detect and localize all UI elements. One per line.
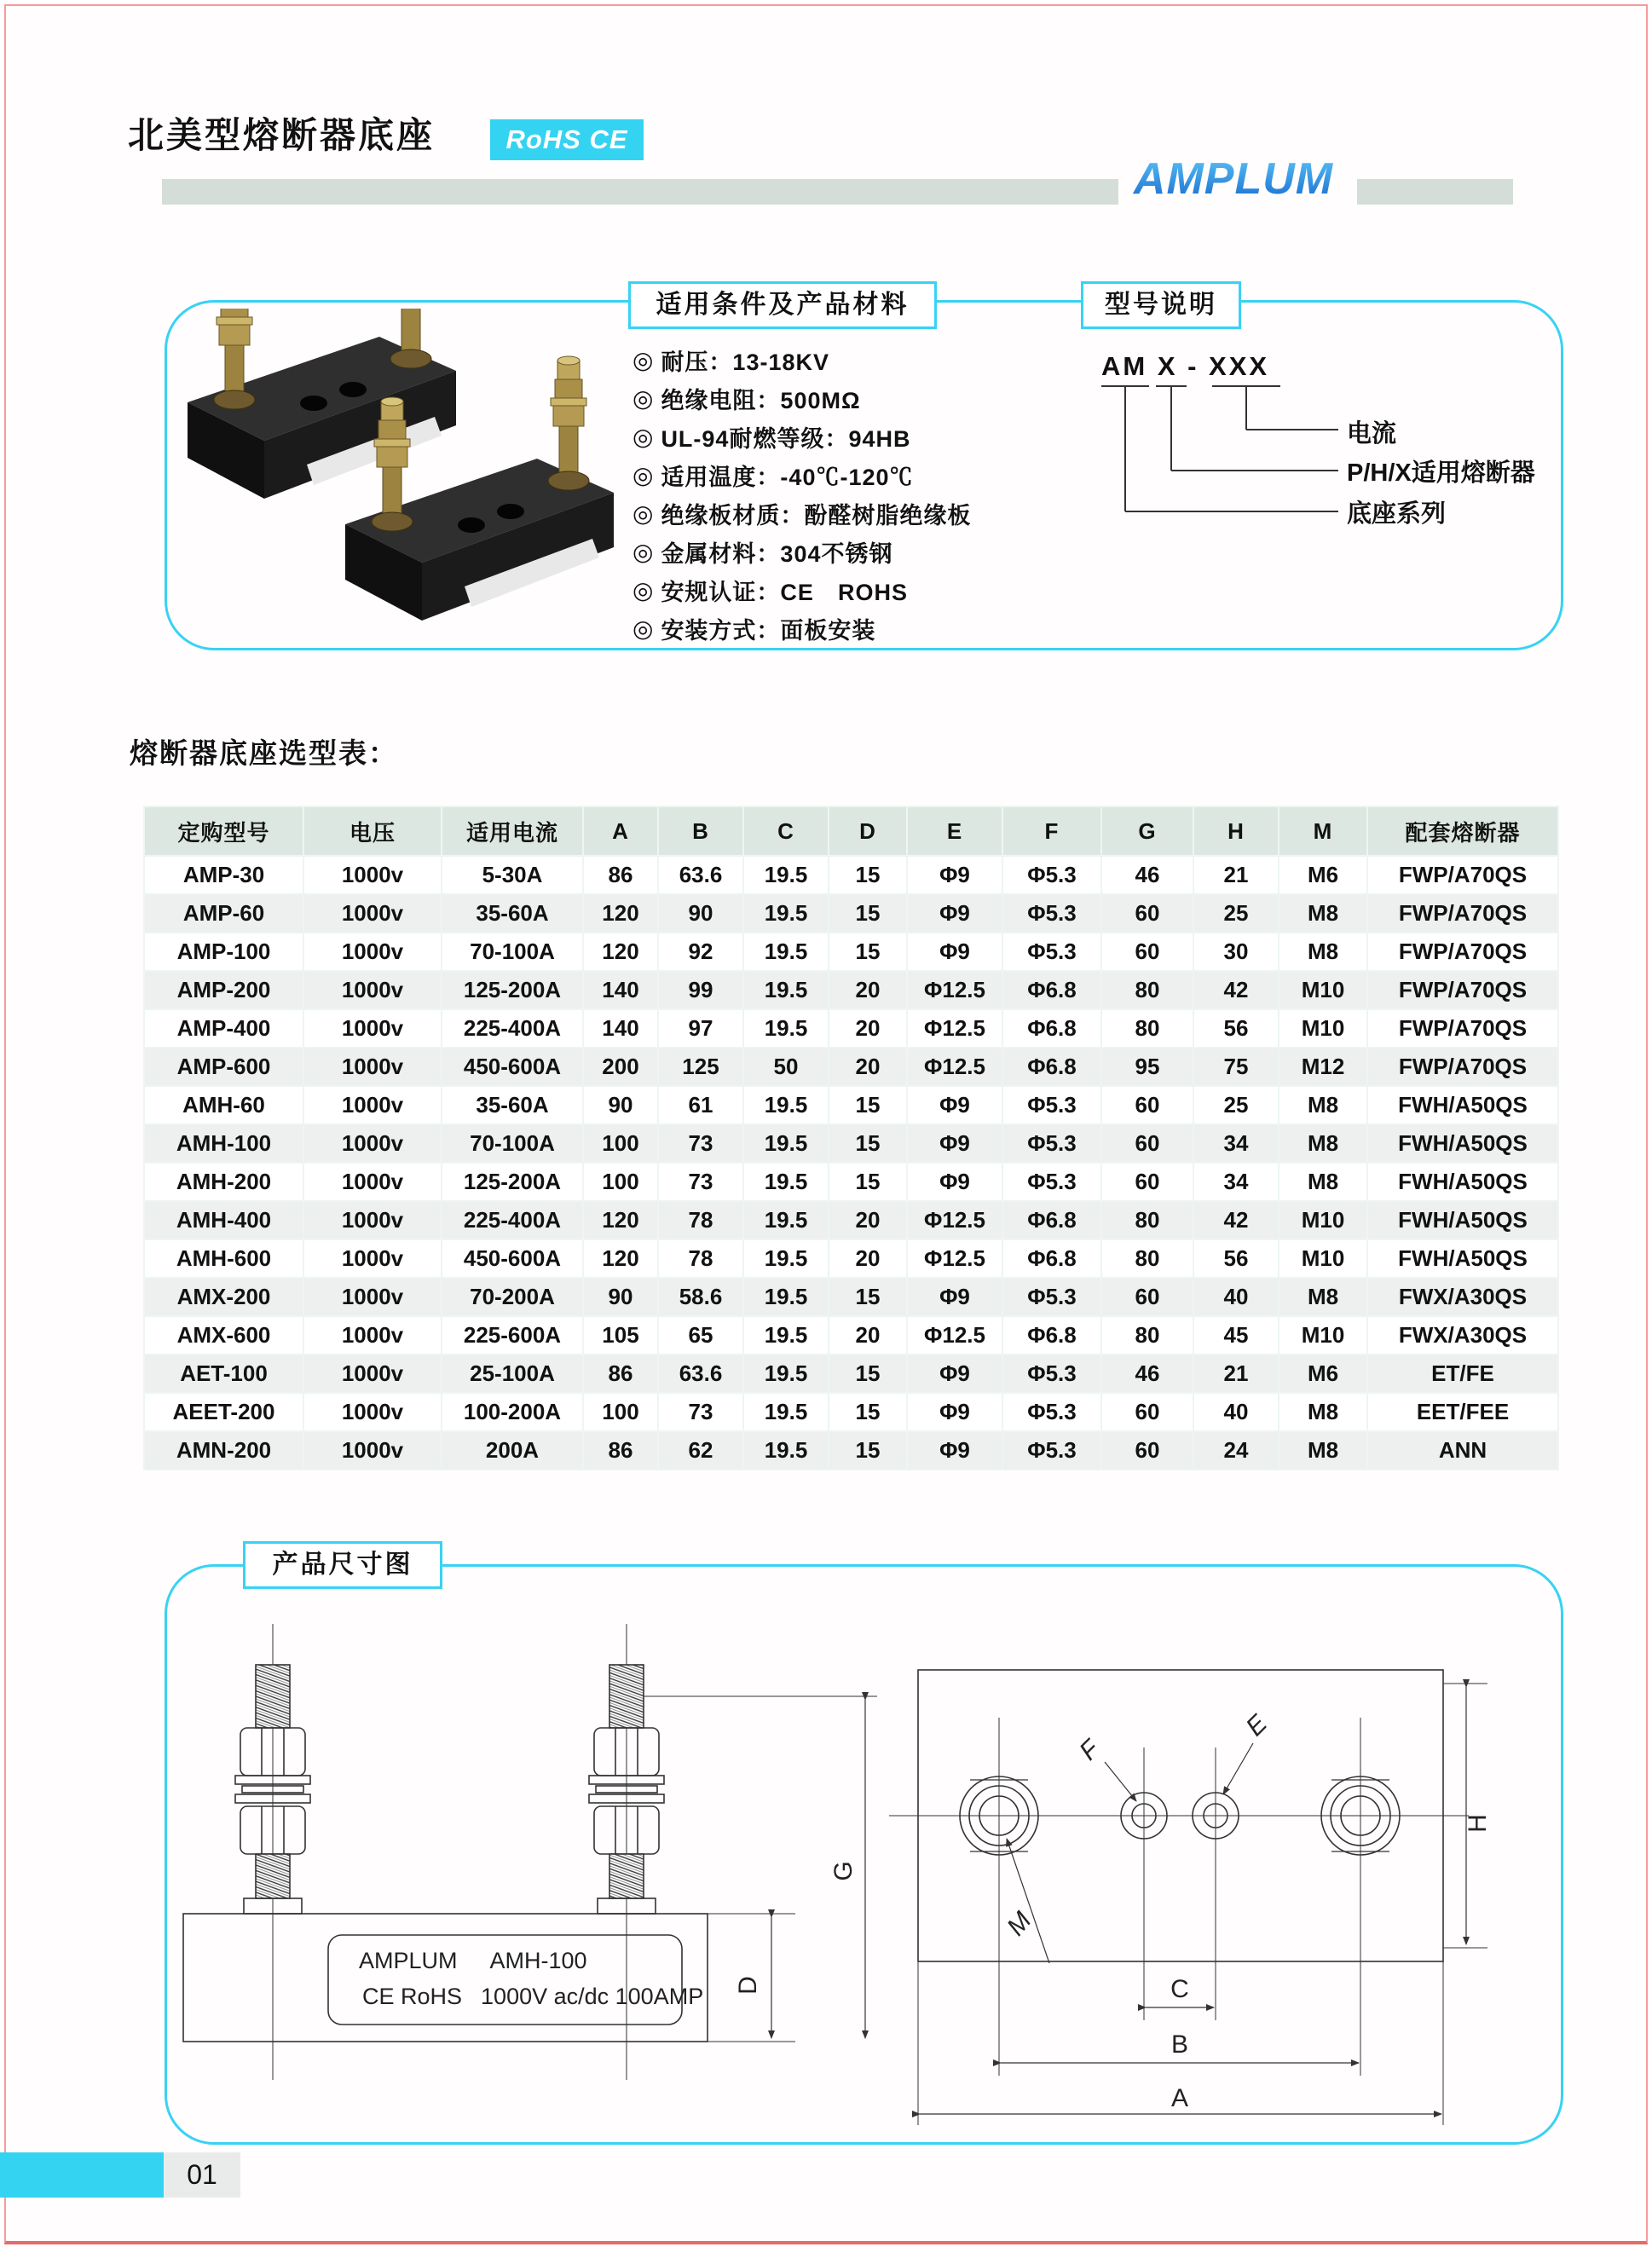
dim-letter-C: C xyxy=(1170,1975,1189,2003)
table-cell: AMH-600 xyxy=(144,1239,303,1278)
column-header: B xyxy=(658,806,743,856)
dim-letter-E: E xyxy=(1240,1709,1274,1742)
legend-label-fuse-type: P/H/X适用熔断器 xyxy=(1347,459,1535,487)
table-cell: 200A xyxy=(442,1431,583,1470)
dimension-section-title: 产品尺寸图 xyxy=(243,1541,442,1589)
table-row xyxy=(144,1086,1558,1124)
column-header: G xyxy=(1101,806,1193,856)
table-cell: 19.5 xyxy=(743,1239,829,1278)
table-cell: 90 xyxy=(583,1086,658,1124)
table-cell: 73 xyxy=(658,1393,743,1431)
table-cell: 56 xyxy=(1193,1009,1279,1048)
bullet-icon: ◎ xyxy=(632,615,655,642)
table-cell: 19.5 xyxy=(743,1355,829,1393)
table-cell: Φ9 xyxy=(907,1278,1002,1316)
column-header: 定购型号 xyxy=(144,806,303,856)
legend-label-series: 底座系列 xyxy=(1347,500,1447,528)
condition-text: UL-94耐燃等级：94HB xyxy=(661,426,911,452)
table-cell: M8 xyxy=(1279,1086,1367,1124)
table-row xyxy=(144,1009,1558,1048)
table-cell: AMP-400 xyxy=(144,1009,303,1048)
table-cell: Φ9 xyxy=(907,1393,1002,1431)
table-cell: 42 xyxy=(1193,1201,1279,1239)
table-cell: M12 xyxy=(1279,1048,1367,1086)
table-cell: 80 xyxy=(1101,1239,1193,1278)
table-cell: 21 xyxy=(1193,1355,1279,1393)
table-cell: 1000v xyxy=(303,856,442,894)
table-cell: 35-60A xyxy=(442,1086,583,1124)
table-cell: 19.5 xyxy=(743,1316,829,1355)
table-cell: Φ6.8 xyxy=(1002,1048,1101,1086)
table-row xyxy=(144,1239,1558,1278)
table-cell: Φ5.3 xyxy=(1002,856,1101,894)
column-header: 配套熔断器 xyxy=(1367,806,1558,856)
table-header-row xyxy=(144,806,1558,856)
table-cell: FWH/A50QS xyxy=(1367,1239,1558,1278)
table-cell: 100 xyxy=(583,1163,658,1201)
table-cell: Φ12.5 xyxy=(907,971,1002,1009)
table-cell: M10 xyxy=(1279,1201,1367,1239)
table-cell: 25 xyxy=(1193,894,1279,933)
table-cell: 30 xyxy=(1193,933,1279,971)
table-cell: Φ9 xyxy=(907,1431,1002,1470)
table-cell: 15 xyxy=(829,1393,907,1431)
table-cell: Φ5.3 xyxy=(1002,1355,1101,1393)
table-cell: 60 xyxy=(1101,1163,1193,1201)
table-cell: 19.5 xyxy=(743,1009,829,1048)
table-cell: 19.5 xyxy=(743,1163,829,1201)
table-cell: M10 xyxy=(1279,1009,1367,1048)
table-cell: 80 xyxy=(1101,1201,1193,1239)
table-cell: 80 xyxy=(1101,1316,1193,1355)
table-cell: AMP-60 xyxy=(144,894,303,933)
table-cell: 78 xyxy=(658,1201,743,1239)
table-cell: 60 xyxy=(1101,933,1193,971)
table-cell: 15 xyxy=(829,1431,907,1470)
table-row xyxy=(144,1048,1558,1086)
condition-text: 耐压：13-18KV xyxy=(661,349,830,375)
table-cell: 1000v xyxy=(303,1239,442,1278)
table-cell: 34 xyxy=(1193,1124,1279,1163)
table-cell: M8 xyxy=(1279,1431,1367,1470)
table-cell: 97 xyxy=(658,1009,743,1048)
table-cell: 73 xyxy=(658,1124,743,1163)
table-cell: 1000v xyxy=(303,971,442,1009)
column-header: A xyxy=(583,806,658,856)
selection-table-title: 熔断器底座选型表： xyxy=(130,737,398,769)
table-cell: M8 xyxy=(1279,1124,1367,1163)
table-cell: FWH/A50QS xyxy=(1367,1201,1558,1239)
table-cell: Φ5.3 xyxy=(1002,1431,1101,1470)
table-cell: Φ9 xyxy=(907,894,1002,933)
nameplate-line1: AMPLUM AMH-100 xyxy=(359,1948,587,1973)
table-cell: AMX-200 xyxy=(144,1278,303,1316)
table-cell: 56 xyxy=(1193,1239,1279,1278)
dimension-drawing xyxy=(165,1564,1558,2140)
column-header: M xyxy=(1279,806,1367,856)
fuse-base-photo-left xyxy=(188,309,456,499)
bullet-icon: ◎ xyxy=(632,577,655,604)
table-cell: AET-100 xyxy=(144,1355,303,1393)
table-cell: 1000v xyxy=(303,1393,442,1431)
condition-text: 金属材料：304不锈钢 xyxy=(661,541,893,567)
footer-accent-bar xyxy=(0,2152,164,2198)
table-cell: 46 xyxy=(1101,1355,1193,1393)
table-cell: 19.5 xyxy=(743,1086,829,1124)
table-cell: 225-400A xyxy=(442,1201,583,1239)
table-cell: 80 xyxy=(1101,1009,1193,1048)
table-cell: Φ9 xyxy=(907,856,1002,894)
brand-logo: AMPLUM xyxy=(1118,153,1349,205)
dim-letter-M: M xyxy=(1002,1906,1037,1942)
column-header: D xyxy=(829,806,907,856)
table-cell: 40 xyxy=(1193,1278,1279,1316)
table-cell: 450-600A xyxy=(442,1239,583,1278)
table-cell: Φ5.3 xyxy=(1002,1086,1101,1124)
table-cell: 86 xyxy=(583,1355,658,1393)
table-cell: 19.5 xyxy=(743,1431,829,1470)
table-cell: 90 xyxy=(658,894,743,933)
table-cell: 19.5 xyxy=(743,1393,829,1431)
table-cell: Φ5.3 xyxy=(1002,1393,1101,1431)
table-cell: 63.6 xyxy=(658,1355,743,1393)
table-cell: 120 xyxy=(583,894,658,933)
table-cell: Φ9 xyxy=(907,1124,1002,1163)
table-cell: AEET-200 xyxy=(144,1393,303,1431)
conditions-list xyxy=(632,341,971,648)
table-row xyxy=(144,1278,1558,1316)
table-cell: 1000v xyxy=(303,1124,442,1163)
page-title: 北美型熔断器底座 xyxy=(128,115,436,155)
condition-text: 安装方式：面板安装 xyxy=(661,618,876,644)
table-cell: FWH/A50QS xyxy=(1367,1124,1558,1163)
table-cell: 20 xyxy=(829,1201,907,1239)
table-cell: M8 xyxy=(1279,933,1367,971)
table-row xyxy=(144,1124,1558,1163)
table-cell: Φ12.5 xyxy=(907,1048,1002,1086)
table-row xyxy=(144,1163,1558,1201)
table-cell: 19.5 xyxy=(743,1124,829,1163)
table-cell: M8 xyxy=(1279,894,1367,933)
table-cell: 70-200A xyxy=(442,1278,583,1316)
table-row xyxy=(144,933,1558,971)
table-cell: 1000v xyxy=(303,1316,442,1355)
table-cell: 225-600A xyxy=(442,1316,583,1355)
table-cell: M8 xyxy=(1279,1163,1367,1201)
table-cell: Φ12.5 xyxy=(907,1239,1002,1278)
table-cell: FWX/A30QS xyxy=(1367,1278,1558,1316)
table-cell: FWP/A70QS xyxy=(1367,856,1558,894)
condition-item xyxy=(632,418,971,456)
table-cell: 80 xyxy=(1101,971,1193,1009)
table-cell: M8 xyxy=(1279,1278,1367,1316)
table-cell: 20 xyxy=(829,971,907,1009)
table-cell: 1000v xyxy=(303,1086,442,1124)
table-cell: 125-200A xyxy=(442,971,583,1009)
table-row xyxy=(144,971,1558,1009)
table-cell: 15 xyxy=(829,1355,907,1393)
table-cell: Φ5.3 xyxy=(1002,1163,1101,1201)
table-cell: Φ9 xyxy=(907,1086,1002,1124)
table-cell: 1000v xyxy=(303,1048,442,1086)
table-cell: M6 xyxy=(1279,1355,1367,1393)
column-header: C xyxy=(743,806,829,856)
table-cell: 15 xyxy=(829,1163,907,1201)
table-cell: 1000v xyxy=(303,894,442,933)
condition-item xyxy=(632,379,971,418)
table-cell: FWP/A70QS xyxy=(1367,1048,1558,1086)
table-cell: 75 xyxy=(1193,1048,1279,1086)
table-cell: Φ6.8 xyxy=(1002,971,1101,1009)
front-view xyxy=(183,1624,877,2080)
product-photo xyxy=(175,309,635,641)
table-cell: AMX-600 xyxy=(144,1316,303,1355)
table-cell: 58.6 xyxy=(658,1278,743,1316)
table-cell: AMH-200 xyxy=(144,1163,303,1201)
table-cell: 450-600A xyxy=(442,1048,583,1086)
table-cell: AMH-60 xyxy=(144,1086,303,1124)
table-cell: 19.5 xyxy=(743,856,829,894)
table-cell: 61 xyxy=(658,1086,743,1124)
table-cell: 15 xyxy=(829,1124,907,1163)
column-header: H xyxy=(1193,806,1279,856)
table-cell: 60 xyxy=(1101,1431,1193,1470)
table-cell: 60 xyxy=(1101,1278,1193,1316)
table-cell: M10 xyxy=(1279,1239,1367,1278)
table-cell: 120 xyxy=(583,1201,658,1239)
condition-text: 绝缘板材质：酚醛树脂绝缘板 xyxy=(661,503,972,529)
table-cell: FWP/A70QS xyxy=(1367,894,1558,933)
table-cell: 15 xyxy=(829,1278,907,1316)
table-cell: 120 xyxy=(583,1239,658,1278)
table-cell: 1000v xyxy=(303,933,442,971)
table-cell: FWP/A70QS xyxy=(1367,971,1558,1009)
table-cell: FWX/A30QS xyxy=(1367,1316,1558,1355)
dim-letter-G: G xyxy=(829,1861,858,1881)
table-cell: AMN-200 xyxy=(144,1431,303,1470)
bullet-icon: ◎ xyxy=(632,347,655,373)
table-cell: 63.6 xyxy=(658,856,743,894)
table-cell: 42 xyxy=(1193,971,1279,1009)
table-cell: 1000v xyxy=(303,1201,442,1239)
dim-letter-D: D xyxy=(734,1976,762,1995)
table-cell: 70-100A xyxy=(442,933,583,971)
table-cell: AMP-30 xyxy=(144,856,303,894)
table-cell: AMP-100 xyxy=(144,933,303,971)
table-cell: 5-30A xyxy=(442,856,583,894)
table-cell: 19.5 xyxy=(743,971,829,1009)
table-cell: 92 xyxy=(658,933,743,971)
table-cell: 35-60A xyxy=(442,894,583,933)
table-cell: 20 xyxy=(829,1239,907,1278)
selection-table xyxy=(143,806,1559,1470)
conditions-section-title: 适用条件及产品材料 xyxy=(628,281,937,329)
table-cell: 34 xyxy=(1193,1163,1279,1201)
table-row xyxy=(144,1201,1558,1239)
dim-letter-F: F xyxy=(1074,1735,1106,1766)
table-cell: 125 xyxy=(658,1048,743,1086)
table-row xyxy=(144,856,1558,894)
column-header: E xyxy=(907,806,1002,856)
table-cell: Φ12.5 xyxy=(907,1009,1002,1048)
table-cell: 20 xyxy=(829,1048,907,1086)
table-cell: 70-100A xyxy=(442,1124,583,1163)
table-cell: 86 xyxy=(583,856,658,894)
table-cell: 21 xyxy=(1193,856,1279,894)
table-cell: 140 xyxy=(583,1009,658,1048)
table-cell: 1000v xyxy=(303,1355,442,1393)
table-cell: AMH-400 xyxy=(144,1201,303,1239)
table-cell: 19.5 xyxy=(743,894,829,933)
table-cell: Φ9 xyxy=(907,1163,1002,1201)
table-cell: 19.5 xyxy=(743,1201,829,1239)
header-rule-right xyxy=(1357,179,1513,205)
table-cell: 86 xyxy=(583,1431,658,1470)
condition-text: 安规认证：CE ROHS xyxy=(661,580,908,605)
table-row xyxy=(144,1393,1558,1431)
condition-item xyxy=(632,494,971,533)
table-cell: Φ5.3 xyxy=(1002,1278,1101,1316)
table-cell: Φ6.8 xyxy=(1002,1009,1101,1048)
column-header: F xyxy=(1002,806,1101,856)
table-cell: 100 xyxy=(583,1393,658,1431)
table-cell: 65 xyxy=(658,1316,743,1355)
model-legend-section-title: 型号说明 xyxy=(1081,281,1241,329)
table-cell: 225-400A xyxy=(442,1009,583,1048)
condition-item xyxy=(632,533,971,571)
table-cell: 120 xyxy=(583,933,658,971)
table-cell: Φ6.8 xyxy=(1002,1316,1101,1355)
dim-letter-A: A xyxy=(1170,2084,1189,2112)
table-cell: 60 xyxy=(1101,1086,1193,1124)
table-cell: 46 xyxy=(1101,856,1193,894)
condition-item xyxy=(632,456,971,494)
table-cell: 100 xyxy=(583,1124,658,1163)
table-cell: 20 xyxy=(829,1009,907,1048)
table-cell: Φ12.5 xyxy=(907,1201,1002,1239)
table-cell: EET/FEE xyxy=(1367,1393,1558,1431)
table-cell: 15 xyxy=(829,894,907,933)
condition-item xyxy=(632,341,971,379)
table-cell: 19.5 xyxy=(743,933,829,971)
table-cell: Φ5.3 xyxy=(1002,894,1101,933)
table-cell: 40 xyxy=(1193,1393,1279,1431)
table-cell: 25-100A xyxy=(442,1355,583,1393)
bullet-icon: ◎ xyxy=(632,385,655,412)
table-cell: 15 xyxy=(829,933,907,971)
table-cell: 25 xyxy=(1193,1086,1279,1124)
table-cell: FWP/A70QS xyxy=(1367,1009,1558,1048)
table-cell: 15 xyxy=(829,1086,907,1124)
table-cell: 78 xyxy=(658,1239,743,1278)
condition-text: 适用温度：-40℃-120℃ xyxy=(661,465,914,490)
table-cell: Φ5.3 xyxy=(1002,933,1101,971)
table-cell: 99 xyxy=(658,971,743,1009)
column-header: 电压 xyxy=(303,806,442,856)
table-cell: 24 xyxy=(1193,1431,1279,1470)
table-cell: 1000v xyxy=(303,1163,442,1201)
table-cell: 100-200A xyxy=(442,1393,583,1431)
condition-item xyxy=(632,571,971,609)
table-row xyxy=(144,1316,1558,1355)
table-cell: FWH/A50QS xyxy=(1367,1163,1558,1201)
page-number: 01 xyxy=(164,2152,240,2198)
table-cell: Φ9 xyxy=(907,933,1002,971)
table-cell: Φ12.5 xyxy=(907,1316,1002,1355)
header-rule-left xyxy=(162,179,1118,205)
table-cell: 62 xyxy=(658,1431,743,1470)
condition-item xyxy=(632,609,971,648)
table-cell: 200 xyxy=(583,1048,658,1086)
model-code: AM X - XXX xyxy=(1101,351,1270,381)
table-cell: M6 xyxy=(1279,856,1367,894)
table-cell: 45 xyxy=(1193,1316,1279,1355)
table-cell: 73 xyxy=(658,1163,743,1201)
table-cell: M8 xyxy=(1279,1393,1367,1431)
table-row xyxy=(144,894,1558,933)
table-cell: M10 xyxy=(1279,971,1367,1009)
table-cell: 50 xyxy=(743,1048,829,1086)
table-row xyxy=(144,1355,1558,1393)
table-cell: 15 xyxy=(829,856,907,894)
table-cell: 125-200A xyxy=(442,1163,583,1201)
table-cell: Φ6.8 xyxy=(1002,1201,1101,1239)
condition-text: 绝缘电阻：500MΩ xyxy=(661,388,861,413)
table-cell: Φ6.8 xyxy=(1002,1239,1101,1278)
table-cell: 1000v xyxy=(303,1009,442,1048)
table-cell: 60 xyxy=(1101,1124,1193,1163)
table-cell: 60 xyxy=(1101,894,1193,933)
table-row xyxy=(144,1431,1558,1470)
table-cell: 20 xyxy=(829,1316,907,1355)
legend-label-current: 电流 xyxy=(1347,420,1397,448)
table-cell: FWP/A70QS xyxy=(1367,933,1558,971)
column-header: 适用电流 xyxy=(442,806,583,856)
table-cell: 1000v xyxy=(303,1431,442,1470)
table-cell: AMP-600 xyxy=(144,1048,303,1086)
table-cell: ET/FE xyxy=(1367,1355,1558,1393)
table-cell: Φ9 xyxy=(907,1355,1002,1393)
table-cell: 19.5 xyxy=(743,1278,829,1316)
table-cell: AMH-100 xyxy=(144,1124,303,1163)
rohs-ce-badge: RoHS CE xyxy=(490,119,644,160)
dim-letter-H: H xyxy=(1464,1814,1492,1833)
table-cell: M10 xyxy=(1279,1316,1367,1355)
table-cell: ANN xyxy=(1367,1431,1558,1470)
table-cell: 140 xyxy=(583,971,658,1009)
nameplate-line2: CE RoHS 1000V ac/dc 100AMP xyxy=(362,1984,704,2009)
bullet-icon: ◎ xyxy=(632,539,655,565)
table-cell: 95 xyxy=(1101,1048,1193,1086)
table-cell: 1000v xyxy=(303,1278,442,1316)
table-cell: Φ5.3 xyxy=(1002,1124,1101,1163)
table-cell: 90 xyxy=(583,1278,658,1316)
table-cell: 105 xyxy=(583,1316,658,1355)
dim-letter-B: B xyxy=(1170,2030,1189,2059)
bullet-icon: ◎ xyxy=(632,424,655,450)
bullet-icon: ◎ xyxy=(632,500,655,527)
table-cell: FWH/A50QS xyxy=(1367,1086,1558,1124)
table-cell: AMP-200 xyxy=(144,971,303,1009)
bullet-icon: ◎ xyxy=(632,462,655,488)
table-cell: 60 xyxy=(1101,1393,1193,1431)
